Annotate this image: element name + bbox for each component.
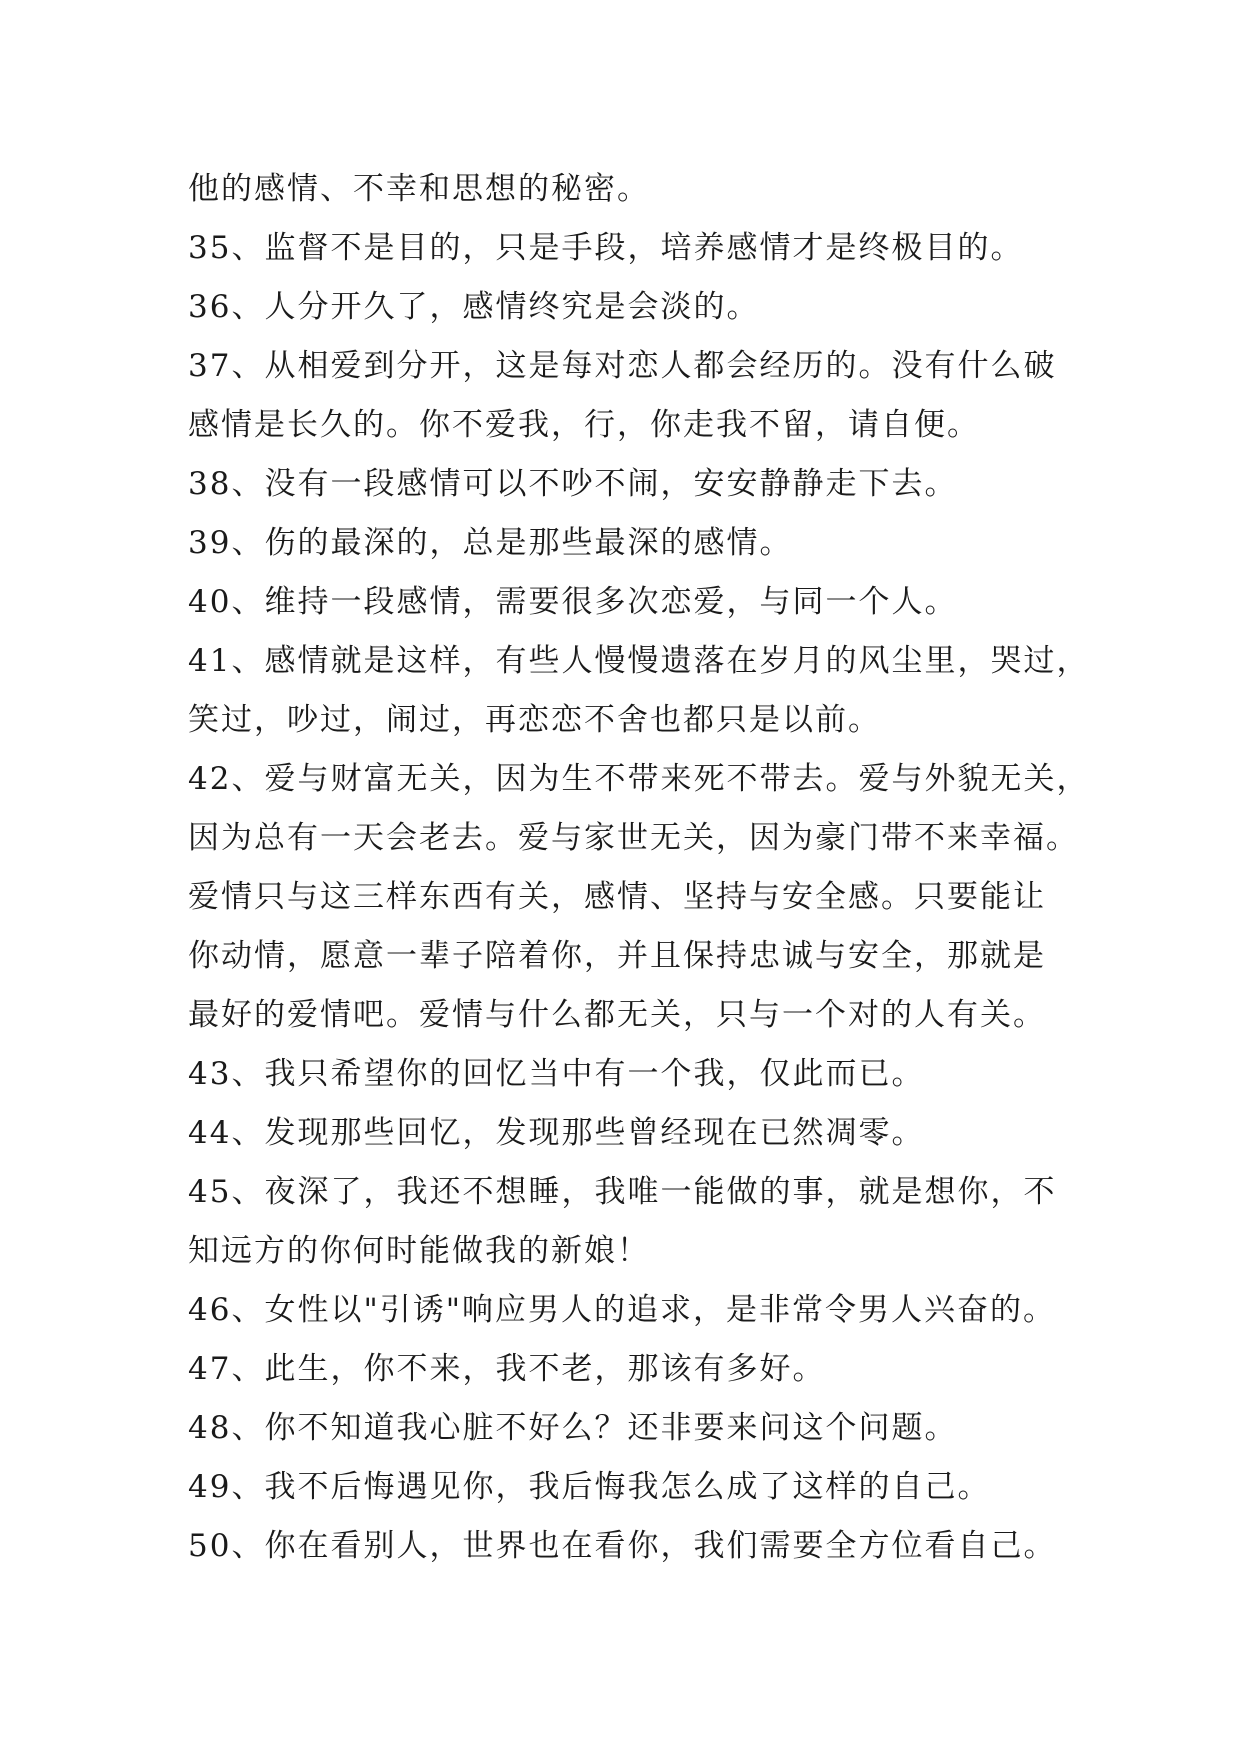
text-line: 你动情，愿意一辈子陪着你，并且保持忠诚与安全，那就是: [188, 938, 1046, 974]
document-body: [188, 160, 1088, 1576]
text-line: 感情是长久的。你不爱我，行，你走我不留，请自便。: [188, 407, 980, 443]
text-line: 37、从相爱到分开，这是每对恋人都会经历的。没有什么破: [188, 348, 1057, 384]
text-line: 36、人分开久了，感情终究是会淡的。: [188, 289, 760, 325]
text-line: 47、此生，你不来，我不老，那该有多好。: [188, 1351, 826, 1387]
text-line: 42、爱与财富无关，因为生不带来死不带去。爱与外貌无关，: [188, 761, 1090, 797]
text-line: 43、我只希望你的回忆当中有一个我，仅此而已。: [188, 1056, 925, 1092]
text-line: 49、我不后悔遇见你，我后悔我怎么成了这样的自己。: [188, 1469, 991, 1505]
text-line: 48、你不知道我心脏不好么？还非要来问这个问题。: [188, 1410, 958, 1446]
text-line: 39、伤的最深的，总是那些最深的感情。: [188, 525, 793, 561]
text-line: 38、没有一段感情可以不吵不闹，安安静静走下去。: [188, 466, 958, 502]
text-line: 知远方的你何时能做我的新娘！: [188, 1233, 650, 1269]
text-line: 最好的爱情吧。爱情与什么都无关，只与一个对的人有关。: [188, 997, 1046, 1033]
text-line: 爱情只与这三样东西有关，感情、坚持与安全感。只要能让: [188, 879, 1046, 915]
text-line: 50、你在看别人，世界也在看你，我们需要全方位看自己。: [188, 1528, 1057, 1564]
text-line: 40、维持一段感情，需要很多次恋爱，与同一个人。: [188, 584, 958, 620]
text-line: 他的感情、不幸和思想的秘密。: [188, 171, 650, 207]
text-line: 笑过，吵过，闹过，再恋恋不舍也都只是以前。: [188, 702, 881, 738]
text-line: 41、感情就是这样，有些人慢慢遗落在岁月的风尘里，哭过，: [188, 643, 1090, 679]
text-line: 45、夜深了，我还不想睡，我唯一能做的事，就是想你，不: [188, 1174, 1057, 1210]
text-line: 44、发现那些回忆，发现那些曾经现在已然凋零。: [188, 1115, 925, 1151]
text-line: 35、监督不是目的，只是手段，培养感情才是终极目的。: [188, 230, 1024, 266]
text-line: 因为总有一天会老去。爱与家世无关，因为豪门带不来幸福。: [188, 820, 1079, 856]
text-line: 46、女性以"引诱"响应男人的追求，是非常令男人兴奋的。: [188, 1292, 1056, 1328]
